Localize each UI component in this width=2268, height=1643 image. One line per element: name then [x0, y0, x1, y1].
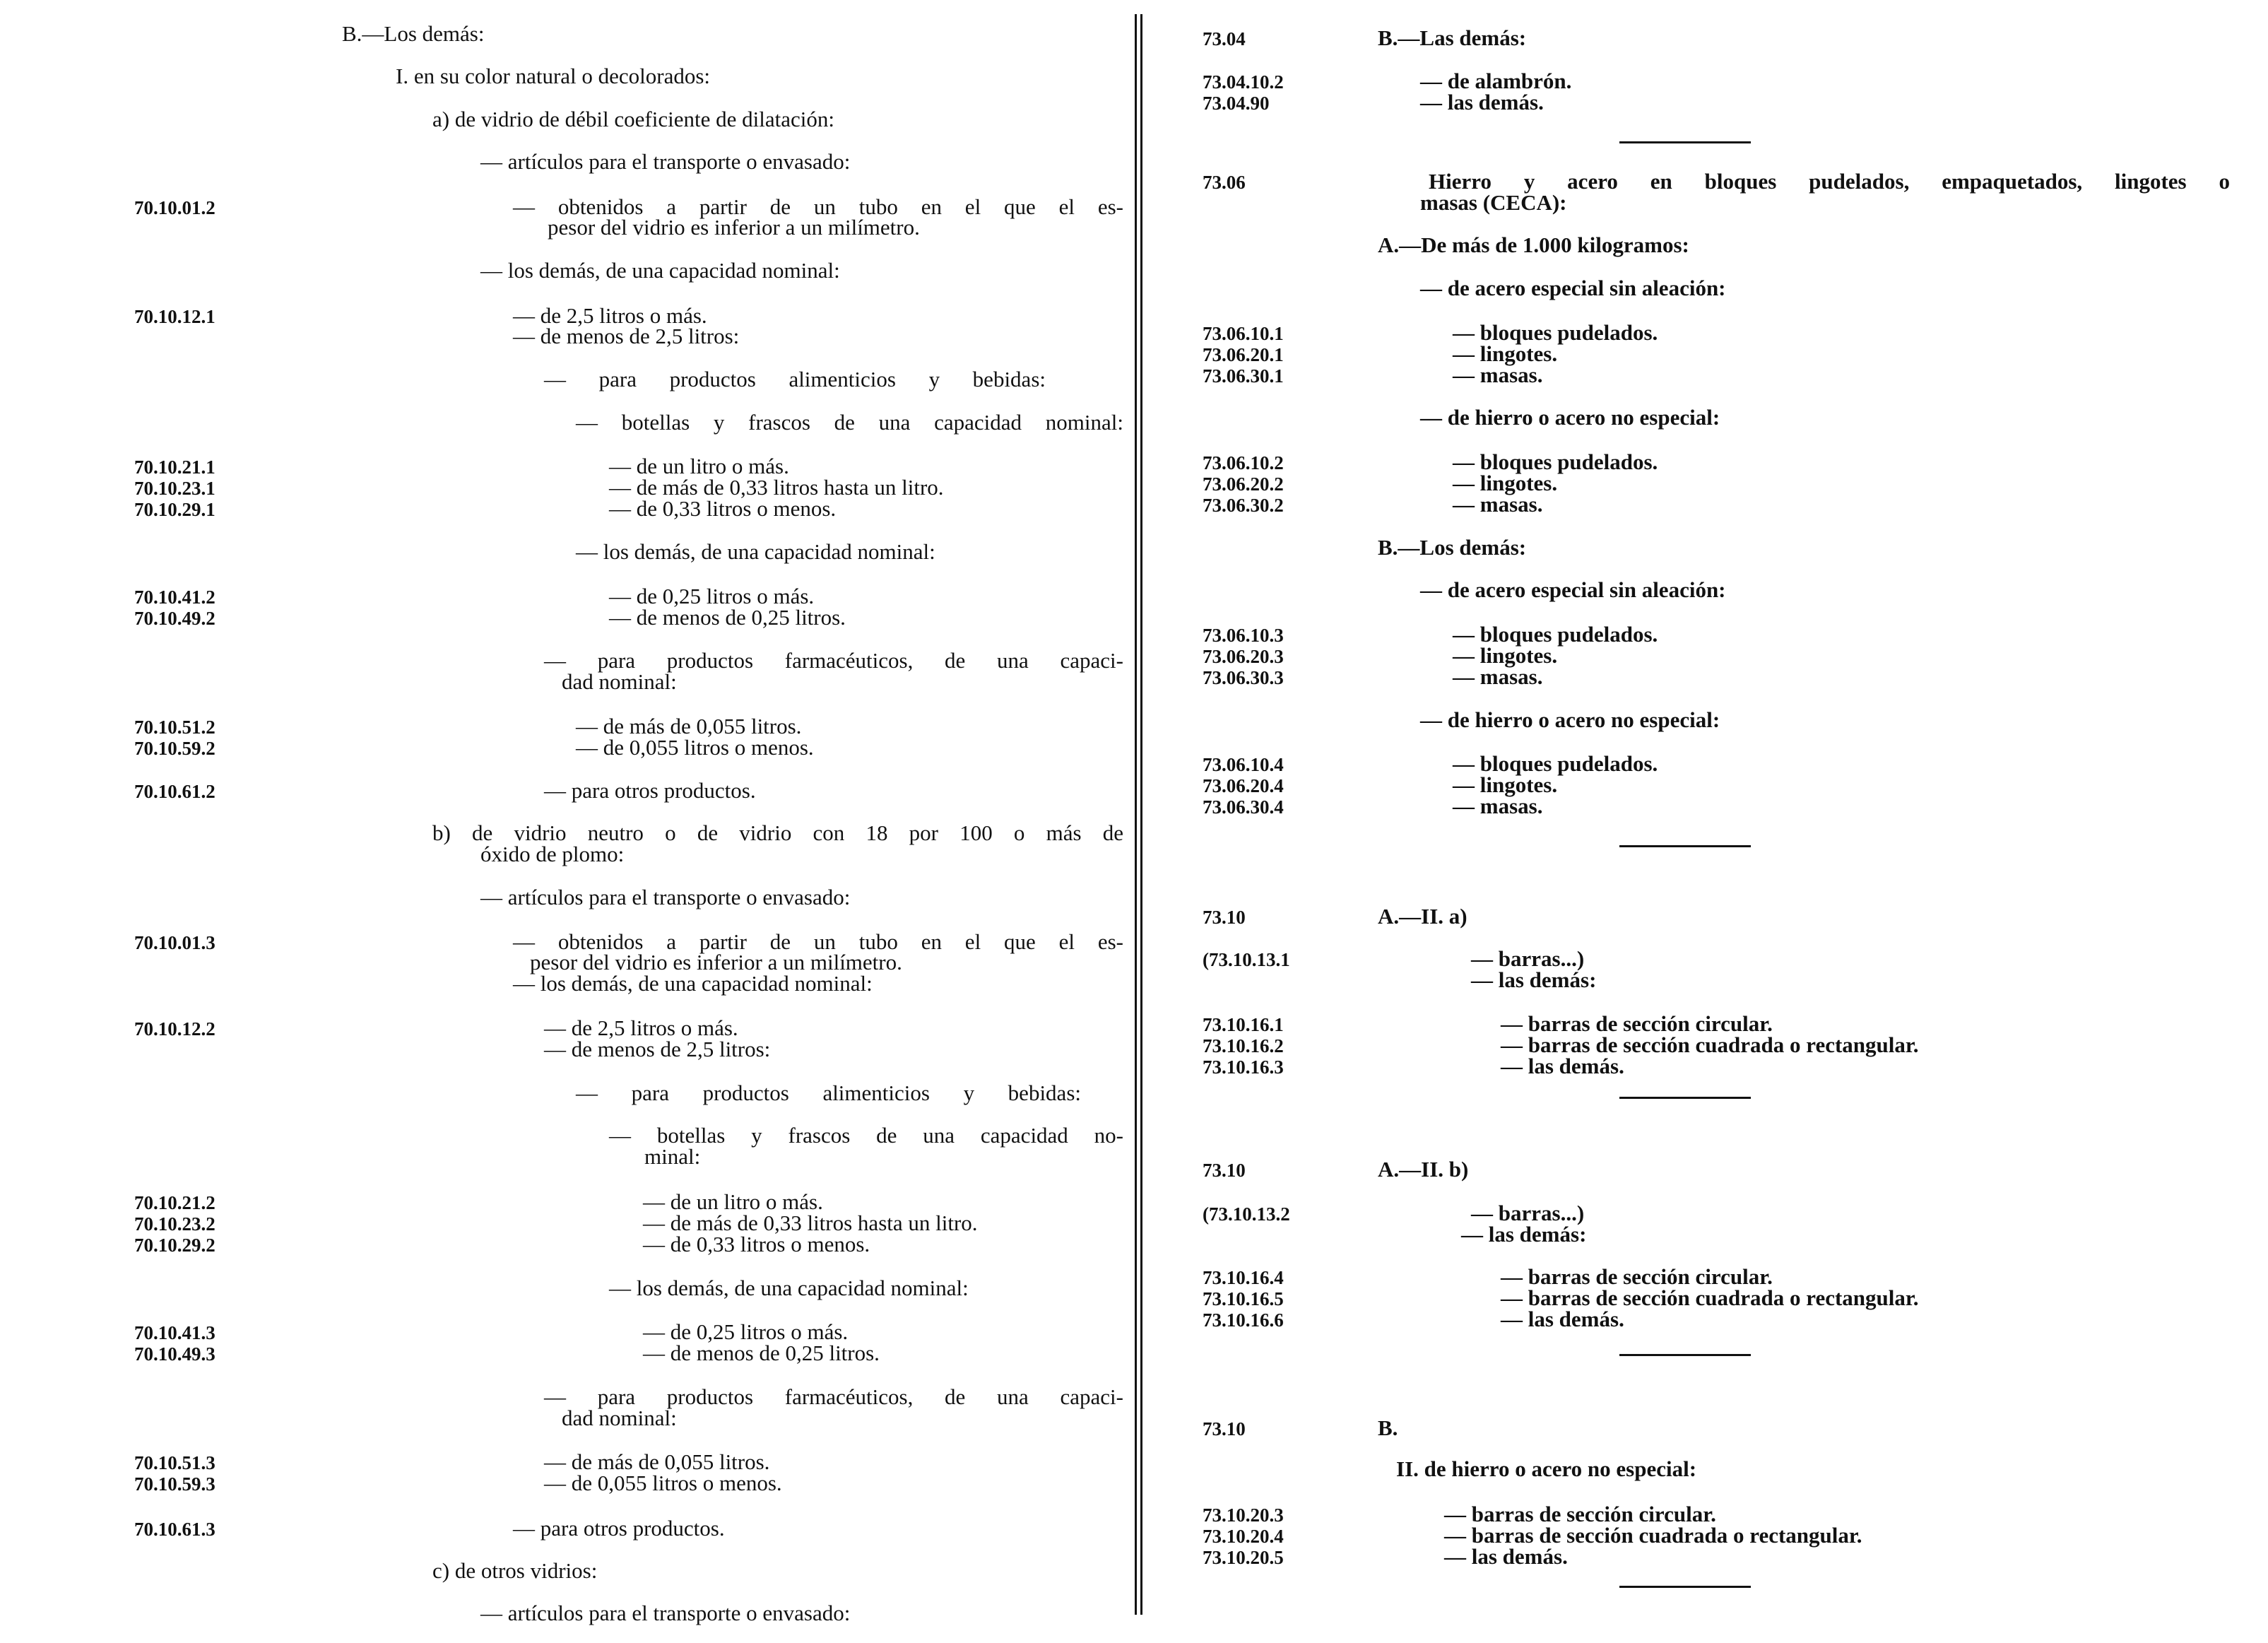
- tariff-code: 73.06.10.3: [1203, 625, 1284, 646]
- item-description: — botellas y frascos de una capacidad nominal:: [576, 410, 1123, 435]
- item-description: — para otros productos.: [513, 1516, 725, 1541]
- item-description: — para productos alimenticios y bebidas:: [544, 367, 1046, 391]
- item-description: — de 0,055 litros o menos.: [544, 1471, 782, 1495]
- item-description: c) de otros vidrios:: [432, 1558, 598, 1583]
- item-description: — barras de sección circular.: [1501, 1264, 1773, 1289]
- item-description: — barras de sección cuadrada o rectangular.: [1501, 1032, 1919, 1057]
- item-description: — barras de sección circular.: [1501, 1011, 1773, 1036]
- item-description: II. de hierro o acero no especial:: [1396, 1456, 1697, 1481]
- item-description: — de acero especial sin aleación:: [1420, 577, 1726, 602]
- item-description: — de más de 0,055 litros.: [576, 714, 802, 738]
- item-description: — de un litro o más.: [609, 454, 789, 478]
- tariff-code: 70.10.21.2: [134, 1192, 215, 1213]
- item-description: — masas.: [1453, 363, 1543, 387]
- item-description: pesor del vidrio es inferior a un milímetro.: [530, 950, 902, 974]
- item-description: — artículos para el transporte o envasado:: [480, 149, 851, 174]
- tariff-code: 70.10.01.2: [134, 197, 215, 218]
- tariff-code: 70.10.01.3: [134, 932, 215, 953]
- item-description: — de 0,25 litros o más.: [643, 1319, 849, 1344]
- item-description: — de acero especial sin aleación:: [1420, 276, 1726, 300]
- item-description: — de un litro o más.: [643, 1189, 823, 1214]
- item-description: — de 0,055 litros o menos.: [576, 735, 814, 760]
- item-description: — los demás, de una capacidad nominal:: [513, 971, 873, 996]
- tariff-code: 73.10: [1203, 1160, 1246, 1181]
- item-description: — bloques pudelados.: [1453, 449, 1658, 474]
- item-description: — para otros productos.: [544, 778, 756, 803]
- tariff-code: 70.10.23.2: [134, 1213, 215, 1235]
- item-description: masas (CECA):: [1420, 190, 1567, 215]
- tariff-code: 73.04.90: [1203, 93, 1270, 114]
- tariff-code: 73.10.20.4: [1203, 1526, 1284, 1547]
- item-description: óxido de plomo:: [480, 842, 625, 866]
- tariff-code: 73.06: [1203, 172, 1246, 193]
- section-rule: [1619, 1097, 1751, 1099]
- item-description: dad nominal:: [562, 1406, 677, 1430]
- tariff-code: 73.06.30.1: [1203, 365, 1284, 387]
- tariff-code: 70.10.61.2: [134, 781, 215, 802]
- tariff-code: 73.06.30.3: [1203, 667, 1284, 688]
- item-description: — de menos de 2,5 litros:: [544, 1037, 771, 1061]
- item-description: B.—Los demás:: [1378, 535, 1527, 560]
- item-description: — los demás, de una capacidad nominal:: [609, 1276, 969, 1300]
- tariff-code: (73.10.13.1: [1203, 949, 1290, 970]
- item-description: — de 0,25 litros o más.: [609, 584, 815, 608]
- tariff-code: 73.10.16.2: [1203, 1035, 1284, 1056]
- section-rule: [1619, 1354, 1751, 1356]
- item-description: — las demás.: [1501, 1307, 1624, 1331]
- item-description: I. en su color natural o decolorados:: [396, 64, 711, 88]
- tariff-code: 70.10.61.3: [134, 1519, 215, 1540]
- item-description: — obtenidos a partir de un tubo en el que el es-: [513, 929, 1123, 954]
- item-description: A.—De más de 1.000 kilogramos:: [1378, 232, 1689, 257]
- item-description: — bloques pudelados.: [1453, 622, 1658, 647]
- item-description: A.—II. b): [1378, 1157, 1469, 1182]
- item-description: — de 0,33 litros o menos.: [643, 1232, 870, 1256]
- item-description: — botellas y frascos de una capacidad no-: [609, 1123, 1123, 1148]
- tariff-code: 70.10.51.3: [134, 1452, 215, 1473]
- tariff-code: 73.10.16.4: [1203, 1267, 1284, 1288]
- tariff-code: 70.10.29.2: [134, 1235, 215, 1256]
- item-description: — de más de 0,055 litros.: [544, 1449, 770, 1474]
- item-description: — bloques pudelados.: [1453, 320, 1658, 345]
- item-description: — barras...): [1471, 946, 1585, 971]
- item-description: B.—Los demás:: [342, 21, 485, 46]
- tariff-code: 70.10.51.2: [134, 717, 215, 738]
- item-description: — las demás:: [1461, 1222, 1587, 1247]
- tariff-code: 73.06.20.1: [1203, 344, 1284, 365]
- tariff-code: 70.10.59.2: [134, 738, 215, 759]
- item-description: Hierro y acero en bloques pudelados, empaquetados, lingotes o: [1429, 169, 2230, 194]
- tariff-code: 70.10.59.3: [134, 1473, 215, 1495]
- tariff-code: 73.10.16.1: [1203, 1014, 1284, 1035]
- tariff-code: 70.10.41.2: [134, 587, 215, 608]
- tariff-code: 73.10: [1203, 1418, 1246, 1439]
- item-description: — las demás.: [1501, 1054, 1624, 1078]
- tariff-code: (73.10.13.2: [1203, 1203, 1290, 1225]
- item-description: — las demás.: [1444, 1544, 1568, 1569]
- item-description: — las demás.: [1420, 90, 1544, 114]
- section-rule: [1619, 845, 1751, 847]
- tariff-code: 70.10.21.1: [134, 457, 215, 478]
- item-description: dad nominal:: [562, 669, 677, 694]
- item-description: — artículos para el transporte o envasado:: [480, 1601, 851, 1625]
- item-description: pesor del vidrio es inferior a un milímetro.: [548, 215, 920, 240]
- column-divider: [1135, 14, 1137, 1615]
- tariff-code: 70.10.29.1: [134, 499, 215, 520]
- tariff-code: 73.10.16.6: [1203, 1309, 1284, 1331]
- tariff-code: 73.10.16.5: [1203, 1288, 1284, 1309]
- item-description: — lingotes.: [1453, 772, 1558, 797]
- tariff-code: 73.04: [1203, 28, 1246, 49]
- tariff-code: 70.10.41.3: [134, 1322, 215, 1343]
- item-description: — las demás:: [1471, 967, 1597, 992]
- tariff-code: 73.06.20.2: [1203, 473, 1284, 495]
- tariff-code: 70.10.49.3: [134, 1343, 215, 1365]
- tariff-code: 70.10.49.2: [134, 608, 215, 629]
- tariff-code: 73.06.30.4: [1203, 796, 1284, 818]
- item-description: — bloques pudelados.: [1453, 751, 1658, 776]
- item-description: — de más de 0,33 litros hasta un litro.: [609, 475, 944, 500]
- tariff-code: 73.06.30.2: [1203, 495, 1284, 516]
- item-description: B.—Las demás:: [1378, 25, 1527, 50]
- section-rule: [1619, 1586, 1751, 1588]
- item-description: — barras...): [1471, 1201, 1585, 1225]
- item-description: — de 0,33 litros o menos.: [609, 496, 837, 521]
- column-divider: [1140, 14, 1142, 1615]
- item-description: — para productos farmacéuticos, de una capaci-: [544, 1384, 1123, 1409]
- item-description: — masas.: [1453, 492, 1543, 517]
- item-description: B.: [1378, 1415, 1398, 1440]
- item-description: — lingotes.: [1453, 643, 1558, 668]
- item-description: A.—II. a): [1378, 904, 1467, 929]
- item-description: b) de vidrio neutro o de vidrio con 18 por 100 o más de: [432, 820, 1123, 845]
- section-rule: [1619, 141, 1751, 143]
- item-description: — para productos farmacéuticos, de una capaci-: [544, 648, 1123, 673]
- item-description: — para productos alimenticios y bebidas:: [576, 1080, 1081, 1105]
- item-description: a) de vidrio de débil coeficiente de dilatación:: [432, 107, 834, 131]
- item-description: — de hierro o acero no especial:: [1420, 405, 1720, 430]
- item-description: — obtenidos a partir de un tubo en el que el es-: [513, 194, 1123, 219]
- item-description: — de 2,5 litros o más.: [544, 1015, 738, 1040]
- tariff-code: 73.06.10.1: [1203, 323, 1284, 344]
- item-description: — de más de 0,33 litros hasta un litro.: [643, 1211, 978, 1235]
- item-description: — de alambrón.: [1420, 69, 1572, 93]
- tariff-code: 73.06.10.4: [1203, 754, 1284, 775]
- item-description: — de menos de 0,25 litros.: [609, 605, 846, 630]
- item-description: — de 2,5 litros o más.: [513, 303, 707, 328]
- tariff-code: 73.10.16.3: [1203, 1056, 1284, 1078]
- item-description: — barras de sección cuadrada o rectangular.: [1444, 1523, 1862, 1548]
- tariff-code: 70.10.12.1: [134, 306, 215, 327]
- tariff-code: 73.06.20.3: [1203, 646, 1284, 667]
- tariff-code: 73.10.20.3: [1203, 1504, 1284, 1526]
- item-description: — los demás, de una capacidad nominal:: [576, 539, 935, 564]
- tariff-code: 73.06.20.4: [1203, 775, 1284, 796]
- item-description: — barras de sección cuadrada o rectangular.: [1501, 1285, 1919, 1310]
- item-description: — artículos para el transporte o envasado:: [480, 885, 851, 909]
- item-description: — de hierro o acero no especial:: [1420, 707, 1720, 732]
- item-description: — barras de sección circular.: [1444, 1502, 1716, 1526]
- item-description: — lingotes.: [1453, 341, 1558, 366]
- item-description: — los demás, de una capacidad nominal:: [480, 258, 840, 283]
- tariff-code: 73.10: [1203, 907, 1246, 928]
- item-description: — de menos de 0,25 litros.: [643, 1341, 880, 1365]
- item-description: — masas.: [1453, 794, 1543, 818]
- tariff-code: 73.06.10.2: [1203, 452, 1284, 473]
- item-description: — lingotes.: [1453, 471, 1558, 495]
- tariff-code: 73.10.20.5: [1203, 1547, 1284, 1568]
- item-description: — masas.: [1453, 664, 1543, 689]
- tariff-code: 70.10.12.2: [134, 1018, 215, 1040]
- tariff-code: 70.10.23.1: [134, 478, 215, 499]
- tariff-code: 73.04.10.2: [1203, 71, 1284, 93]
- item-description: — de menos de 2,5 litros:: [513, 324, 740, 348]
- item-description: minal:: [644, 1144, 701, 1169]
